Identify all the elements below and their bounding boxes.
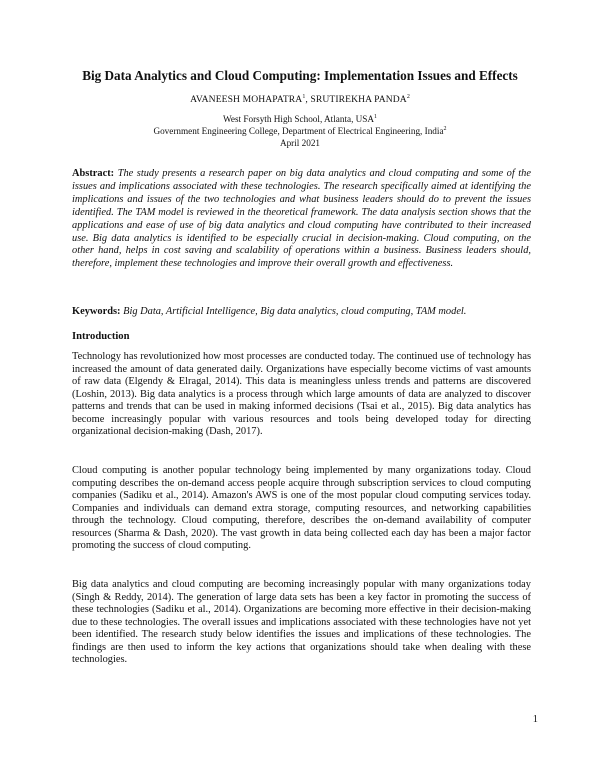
affiliations [40, 113, 560, 149]
author-name: AVANEESH MOHAPATRA [190, 94, 303, 105]
affiliation-superscript: 1 [374, 113, 378, 120]
body-paragraph: Cloud computing is another popular technology being implemented by many organizations today. Cloud computing describes the on-demand access people acquire through subscription services to cloud computing companies (Sadiku et al., 2014). Amazon's AWS is one of the most popular cloud computing services today. Companies and individuals can demand extra storage, computing resources, and networking capabilities through the technology. Cloud computing, therefore, describes the on-demand availability of computer resources (Sharma & Dash, 2020). The vast growth in data being collected each day has been a major factor promoting the success of cloud computing. [72, 465, 531, 551]
page-number: 1 [532, 714, 538, 725]
abstract [72, 168, 531, 271]
affiliation-text: Government Engineering College, Department of Electrical Engineering, India [153, 126, 444, 136]
abstract-label: Abstract: [72, 168, 115, 179]
keywords [72, 305, 531, 318]
body-paragraph: Technology has revolutionized how most processes are conducted today. The continued use of technology has increased the amount of data generated daily. Organizations have especially become victims of vast amounts of raw data (Elgendy & Elragal, 2014). This data is meaningless unless trends and patterns are discovered (Loshin, 2013). Big data analytics is a process through which large amounts of data are analyzed to discover patterns and trends that can be used in making informed decisions (Tsai et al., 2015). Big data analytics has become increasingly popular with various resources and tools being developed today for directing organizational decision-making (Dash, 2017). [72, 351, 531, 437]
author-superscript: 1 [302, 93, 306, 100]
body-paragraph: Big data analytics and cloud computing are becoming increasingly popular with many organizations today (Singh & Reddy, 2014). The generation of large data sets has been a key factor in promoting the success of these technologies (Sadiku et al., 2014). Organizations are becoming more effective in their decision-making due to these technologies. The overall issues and implications associated with these technologies have not yet been identified. The research study below identifies the issues and implications of these technologies. The findings are then used to inform the key actions that organizations should take when dealing with these technologies. [72, 579, 531, 665]
affiliation-line [40, 125, 560, 137]
affiliation-text: West Forsyth High School, Atlanta, USA [222, 114, 375, 124]
section-heading: Introduction [72, 331, 130, 342]
author-line [60, 94, 540, 106]
abstract-text: The study presents a research paper on big data analytics and cloud computing and some of the issues and implications associated with these technologies. The research specifically aimed at identifying the implications and issues of the two technologies and what business leaders should do to prevent the issues identified. The TAM model is reviewed in the theoretical framework. The data analysis section shows that the applications and ease of use of big data analytics and cloud computing have contributed to their increased use. Big data analytics is identified to be especially crucial in decision-making. Cloud computing, on the other hand, helps in cost saving and scalability of operations within a business. Business leaders should, therefore, implement these technologies and improve their overall growth and effectiveness. [72, 168, 531, 270]
publication-date: April 2021 [279, 138, 321, 148]
keywords-text: Big Data, Artificial Intelligence, Big data analytics, cloud computing, TAM model. [123, 306, 467, 317]
affiliation-superscript: 2 [443, 125, 447, 132]
author-separator: , [305, 94, 311, 105]
paper-title: Big Data Analytics and Cloud Computing: Implementation Issues and Effects [82, 68, 518, 83]
keywords-label: Keywords: [72, 306, 121, 317]
author-name: SRUTIREKHA PANDA [310, 94, 407, 105]
author-superscript: 2 [406, 93, 410, 100]
affiliation-line [40, 113, 560, 125]
